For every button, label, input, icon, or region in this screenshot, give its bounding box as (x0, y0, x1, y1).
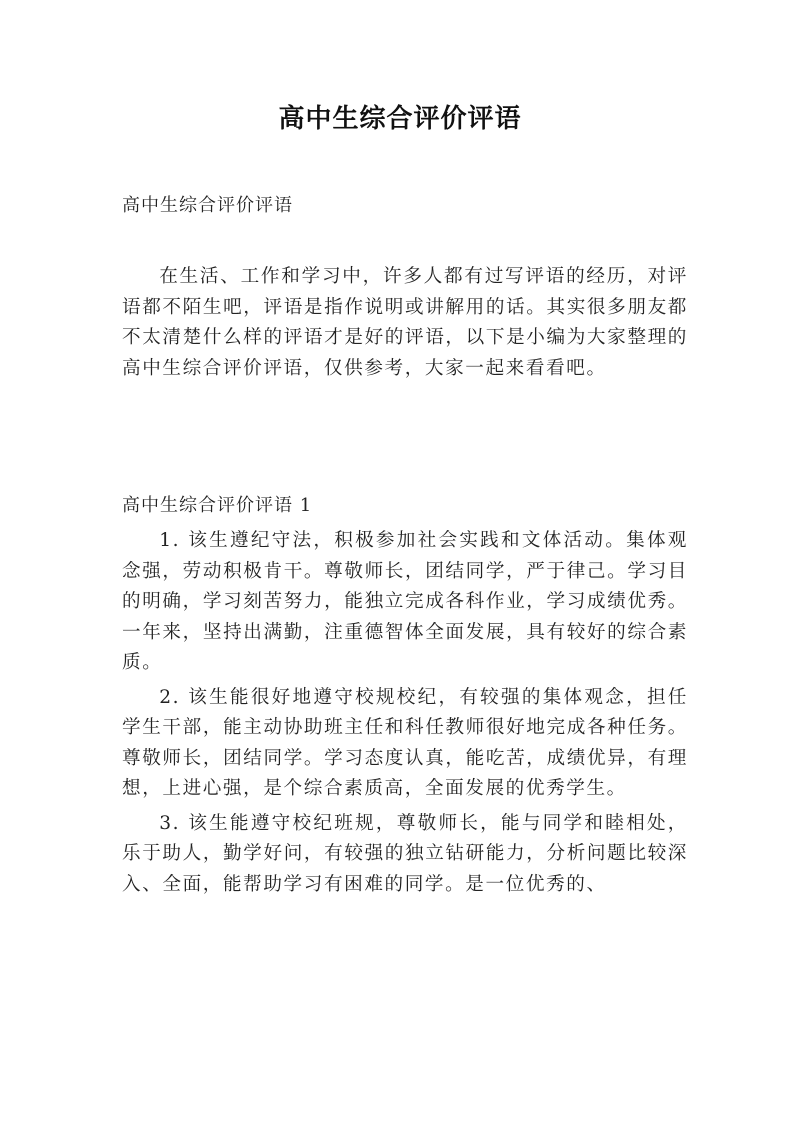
document-subheading: 高中生综合评价评语 (122, 195, 293, 216)
document-title: 高中生综合评价评语 (278, 104, 522, 134)
evaluation-item-3: 3. 该生能遵守校纪班规，尊敬师长，能与同学和睦相处，乐于助人，勤学好问，有较强的独立钻研能力，分析问题比较深入、全面，能帮助学习有困难的同学。是一位优秀的、 (122, 812, 688, 895)
evaluation-item-1: 1. 该生遵纪守法，积极参加社会实践和文体活动。集体观念强，劳动积极肯干。尊敬师长，团结同学，严于律己。学习目的明确，学习刻苦努力，能独立完成各科作业，学习成绩优秀。一年来，坚持出满勤，注重德智体全面发展，具有较好的综合素质。 (122, 530, 688, 673)
intro-paragraph: 在生活、工作和学习中，许多人都有过写评语的经历，对评语都不陌生吧，评语是指作说明或讲解用的话。其实很多朋友都不太清楚什么样的评语才是好的评语，以下是小编为大家整理的高中生综合评价评语，仅供参考，大家一起来看看吧。 (122, 266, 688, 379)
intro-section (122, 262, 688, 384)
section-heading: 高中生综合评价评语 1 (122, 495, 313, 516)
evaluation-item-2: 2. 该生能很好地遵守校规校纪，有较强的集体观念，担任学生干部，能主动协助班主任和科任教师很好地完成各种任务。尊敬师长，团结同学。学习态度认真，能吃苦，成绩优异，有理想，上进心强，是个综合素质高，全面发展的优秀学生。 (122, 686, 688, 799)
evaluation-list (122, 526, 688, 904)
